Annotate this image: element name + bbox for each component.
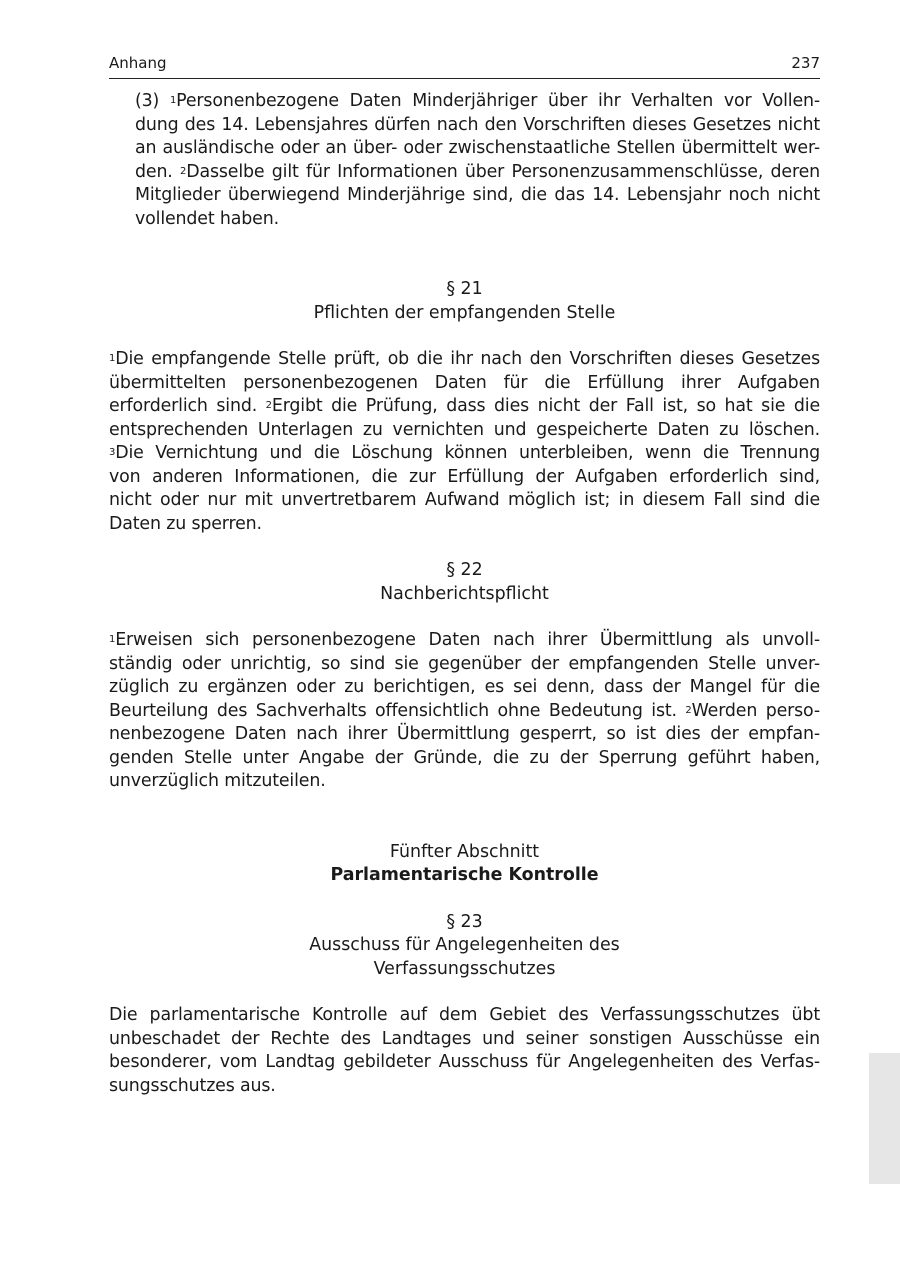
line-prefix: Beurteilung des Sachverhalts offensichtlich ohne Bedeutung ist. bbox=[109, 700, 686, 721]
text-line bbox=[135, 208, 820, 232]
text-line bbox=[109, 419, 820, 443]
line-text: ständig oder unrichtig, so sind sie gegenüber der empfangenden Stelle unver- bbox=[109, 653, 820, 674]
line-text: Die Vernichtung und die Löschung können unterbleiben, wenn die Trennung bbox=[115, 443, 820, 463]
line-prefix: (3) bbox=[135, 91, 170, 111]
text-line bbox=[109, 395, 820, 419]
text-line bbox=[109, 1028, 820, 1052]
section-22-text bbox=[109, 629, 820, 794]
chapter-title: Parlamentarische Kontrolle bbox=[330, 865, 599, 885]
line-text: dung des 14. Lebensjahres dürfen nach den Vorschriften dieses Gesetzes nicht bbox=[135, 114, 820, 135]
text-line bbox=[109, 1004, 820, 1028]
sentence-number: 3 bbox=[109, 447, 116, 458]
text-line bbox=[109, 676, 820, 700]
section-23-title-line2: Verfassungsschutzes bbox=[373, 958, 556, 979]
section-23-number: § 23 bbox=[446, 911, 483, 932]
line-text: nicht oder nur mit unvertretbarem Aufwand möglich ist; in diesem Fall sind die bbox=[109, 490, 820, 510]
page-number: 237 bbox=[791, 54, 820, 72]
line-text: Erweisen sich personenbezogene Daten nach ihrer Übermittlung als unvoll- bbox=[115, 630, 820, 650]
page-body bbox=[109, 90, 820, 1098]
line-text: Daten zu sperren. bbox=[109, 513, 262, 534]
line-text: züglich zu ergänzen oder zu berichtigen, es sei denn, dass der Mangel für die bbox=[109, 677, 820, 697]
text-line bbox=[109, 653, 820, 677]
line-text: Die empfangende Stelle prüft, ob die ihr nach den Vorschriften dieses Gesetzes bbox=[115, 349, 820, 369]
section-22-title: Nachberichtspflicht bbox=[380, 583, 549, 604]
section-23-text bbox=[109, 1004, 820, 1098]
line-text: entsprechenden Unterlagen zu vernichten und gespeicherte Daten zu löschen. bbox=[109, 419, 820, 440]
text-line bbox=[109, 1075, 820, 1099]
text-line bbox=[109, 372, 820, 396]
text-line bbox=[109, 489, 820, 513]
section-21-number: § 21 bbox=[446, 279, 483, 299]
line-text: nenbezogene Daten nach ihrer Übermittlung gesperrt, so ist dies der empfan- bbox=[109, 724, 820, 744]
line-text: sungsschutzes aus. bbox=[109, 1075, 276, 1096]
line-text: Die parlamentarische Kontrolle auf dem Gebiet des Verfassungsschutzes übt bbox=[109, 1005, 820, 1025]
line-text: vollendet haben. bbox=[135, 208, 279, 229]
section-21-title: Pflichten der empfangenden Stelle bbox=[313, 302, 616, 323]
line-text: übermittelten personenbezogenen Daten für die Erfüllung ihrer Aufgaben bbox=[109, 372, 820, 393]
section-23-title-line1: Ausschuss für Angelegenheiten des bbox=[309, 935, 620, 955]
text-line bbox=[109, 1051, 820, 1075]
line-text: unverzüglich mitzuteilen. bbox=[109, 771, 326, 791]
sentence-number: 1 bbox=[109, 634, 116, 645]
line-text: genden Stelle unter Angabe der Gründe, die zu der Sperrung geführt haben, bbox=[109, 747, 820, 768]
text-line bbox=[109, 629, 820, 653]
section-21-text bbox=[109, 348, 820, 536]
line-text: unbeschadet der Rechte des Landtages und seiner sonstigen Ausschüsse ein bbox=[109, 1028, 820, 1049]
text-line bbox=[109, 348, 820, 372]
line-prefix: erforderlich sind. bbox=[109, 396, 266, 416]
text-line bbox=[109, 747, 820, 771]
thumb-index-tab bbox=[869, 1053, 900, 1184]
line-text: Ergibt die Prüfung, dass dies nicht der Fall ist, so hat sie die bbox=[271, 396, 820, 416]
sentence-number: 2 bbox=[180, 165, 187, 177]
text-line bbox=[135, 114, 820, 138]
text-line bbox=[109, 466, 820, 490]
line-text: Dasselbe gilt für Informationen über Personenzusammenschlüsse, deren bbox=[186, 161, 820, 182]
line-text: besonderer, vom Landtag gebildeter Ausschuss für Angelegenheiten des Verfas- bbox=[109, 1052, 820, 1072]
paragraph-3 bbox=[109, 90, 820, 231]
line-text: Werden perso- bbox=[691, 700, 820, 721]
text-line bbox=[135, 161, 820, 185]
text-line bbox=[109, 513, 820, 537]
sentence-number: 1 bbox=[169, 95, 177, 106]
text-line bbox=[109, 700, 820, 724]
line-prefix: den. bbox=[135, 161, 180, 182]
text-line bbox=[109, 723, 820, 747]
text-line bbox=[135, 90, 820, 114]
text-line bbox=[135, 184, 820, 208]
running-header bbox=[109, 54, 820, 79]
chapter-label: Fünfter Abschnitt bbox=[389, 841, 540, 862]
section-22-number: § 22 bbox=[446, 560, 483, 580]
line-text: Mitglieder überwiegend Minderjährige sind, die das 14. Lebensjahr noch nicht bbox=[135, 185, 820, 205]
sentence-number: 2 bbox=[685, 704, 692, 716]
sentence-number: 1 bbox=[109, 353, 116, 364]
header-section-title: Anhang bbox=[109, 54, 167, 72]
text-line bbox=[109, 770, 820, 794]
text-line bbox=[109, 442, 820, 466]
line-text: Personenbezogene Daten Minderjähriger über ihr Verhalten vor Vollen- bbox=[176, 91, 821, 111]
text-line bbox=[135, 137, 820, 161]
line-text: an ausländische oder an über- oder zwischenstaatliche Stellen übermittelt wer- bbox=[135, 138, 820, 158]
sentence-number: 2 bbox=[265, 400, 272, 411]
line-text: von anderen Informationen, die zur Erfüllung der Aufgaben erforderlich sind, bbox=[109, 466, 820, 487]
